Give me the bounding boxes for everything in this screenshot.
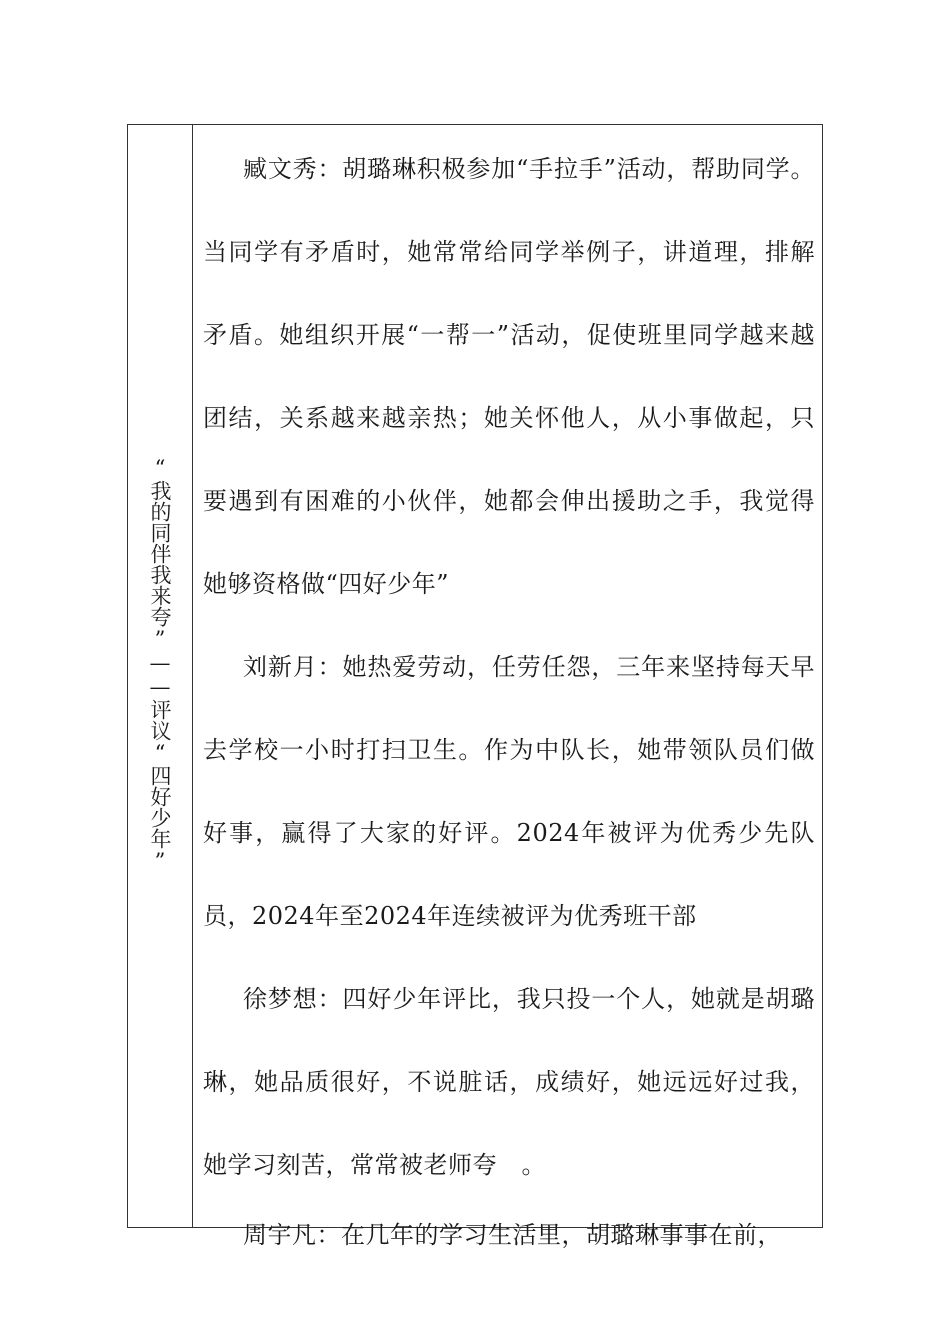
table-content-cell <box>203 128 815 1207</box>
comment-paragraph-1: 臧文秀：胡璐琳积极参加“手拉手”活动，帮助同学。当同学有矛盾时，她常常给同学举例子，讲道理，排解矛盾。她组织开展“一帮一”活动，促使班里同学越来越团结，关系越来越亲热；她关怀他人，从小事做起，只要遇到有困难的小伙伴，她都会伸出援助之手，我觉得她够资格做“四好少年” <box>203 155 815 598</box>
comment-paragraph-3: 徐梦想：四好少年评比，我只投一个人，她就是胡璐琳，她品质很好，不说脏话，成绩好，她远远好过我，她学习刻苦，常常被老师夸 。 <box>203 985 815 1179</box>
table-label-cell <box>127 124 193 1228</box>
comment-paragraph-4: 周宇凡：在几年的学习生活里，胡璐琳事事在前， <box>243 1221 782 1249</box>
comment-paragraph-2: 刘新月：她热爱劳动，任劳任怨，三年来坚持每天早去学校一小时打扫卫生。作为中队长，她带领队员们做好事，赢得了大家的好评。2024年被评为优秀少先队员，2024年至2024年连续被评为优秀班干部 <box>203 653 815 930</box>
section-label: “我的同伴我来夸”——评议“四好少年” <box>148 456 172 873</box>
